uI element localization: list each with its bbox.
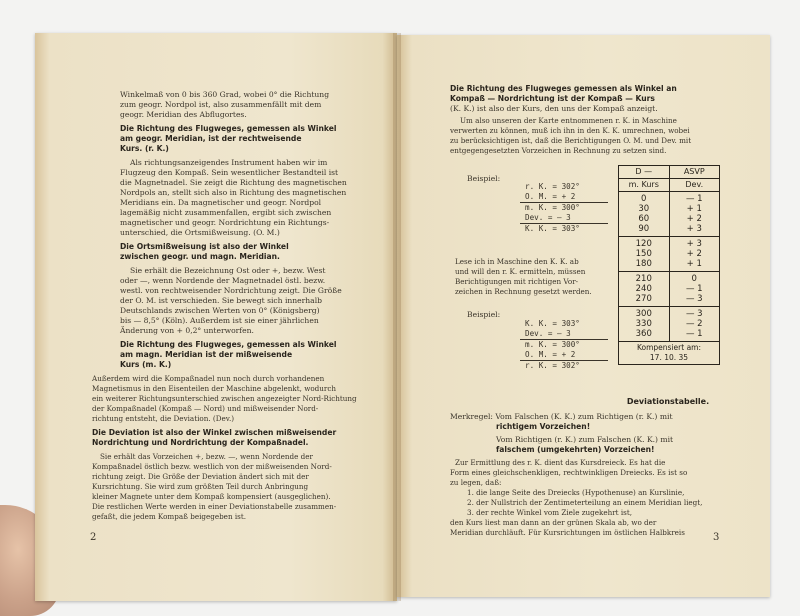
calc-row: K. K. = 303° bbox=[525, 319, 580, 328]
text-line: richtung zeigt. Die Größe der Deviation ändert sich mit der bbox=[92, 472, 309, 481]
text-line: geogr. Meridian des Abflugortes. bbox=[120, 110, 247, 119]
text-line-bold: Die Richtung des Flugweges gemessen als Winkel an bbox=[450, 84, 677, 93]
table-cell: 120 bbox=[635, 239, 652, 249]
text-line: zeichen in Rechnung gesetzt werden. bbox=[455, 287, 592, 296]
text-line: den Kurs liest man dann an der grünen Skala ab, wo der bbox=[450, 518, 657, 527]
text-line: zum geogr. Nordpol ist, also zusammenfällt mit dem bbox=[120, 100, 322, 109]
table-cell: 360 bbox=[635, 329, 652, 339]
deviation-table bbox=[618, 165, 720, 365]
table-cell: + 2 bbox=[686, 249, 702, 259]
text-line: entgegengesetzten Vorzeichen in Rechnung zu setzen sind. bbox=[450, 146, 667, 155]
table-cell: 0 bbox=[691, 274, 697, 284]
text-line: magnetischer und geogr. Nordrichtung ein Richtungs- bbox=[120, 218, 330, 227]
table-cell: 330 bbox=[635, 319, 652, 329]
calc-row: r. K. = 302° bbox=[525, 361, 580, 370]
text-line: der O. M. ist verschieden. Sie bewegt sich innerhalb bbox=[120, 296, 322, 305]
table-cell: 270 bbox=[635, 294, 652, 304]
text-line: Sie erhält die Bezeichnung Ost oder +, bezw. West bbox=[130, 266, 326, 275]
text-line: Um also unseren der Karte entnommenen r. K. in Maschine bbox=[460, 116, 677, 125]
text-line: unterschied, die Ortsmißweisung. (O. M.) bbox=[120, 228, 280, 237]
calc-row: Dev. = — 3 bbox=[525, 213, 571, 222]
text-line: Winkelmaß von 0 bis 360 Grad, wobei 0° die Richtung bbox=[120, 90, 330, 99]
text-line: und will den r. K. ermitteln, müssen bbox=[455, 267, 586, 276]
text-line: Zur Ermittlung des r. K. dient das Kursdreieck. Es hat die bbox=[455, 458, 666, 467]
table-cell: — 2 bbox=[685, 319, 703, 329]
text-line: lagemäßig nicht zusammenfallen, ergibt sich zwischen bbox=[120, 208, 332, 217]
table-cell: 150 bbox=[635, 249, 652, 259]
text-line: Flugzeug den Kompaß. Sein wesentlicher Bestandteil ist bbox=[120, 168, 339, 177]
text-line-bold: Kurs. (r. K.) bbox=[120, 144, 169, 153]
text-line: Berichtigungen mit richtigen Vor- bbox=[455, 277, 579, 286]
text-line: Kompaßnadel östlich bezw. westlich von der mißweisenden Nord- bbox=[92, 462, 332, 471]
table-cell: + 1 bbox=[686, 204, 702, 214]
text-line: 2. der Nullstrich der Zentimeterteilung an einem Meridian liegt, bbox=[467, 498, 703, 507]
text-line: oder —, wenn Nordende der Magnetnadel östl. bezw. bbox=[120, 276, 326, 285]
text-line: Deutschlands zwischen Werten von 0° (Königsberg) bbox=[120, 306, 320, 315]
text-line-bold: falschem (umgekehrten) Vorzeichen! bbox=[496, 445, 655, 454]
text-line: Außerdem wird die Kompaßnadel nun noch durch vorhandenen bbox=[92, 374, 325, 383]
text-line: Meridian durchläuft. Für Kursrichtungen im östlichen Halbkreis bbox=[450, 528, 685, 537]
text-line-bold: Die Ortsmißweisung ist also der Winkel bbox=[120, 242, 289, 251]
text-line: zu berücksichtigen ist, daß die Berichtigungen O. M. und Dev. mit bbox=[450, 136, 692, 145]
text-line-bold: am geogr. Meridian, ist der rechtweisende bbox=[120, 134, 302, 143]
text-line: Die restlichen Werte werden in einer Deviationstabelle zusammen- bbox=[92, 502, 337, 511]
example-label: Beispiel: bbox=[467, 174, 501, 183]
compensated-label: Kompensiert am: bbox=[636, 343, 701, 352]
table-header-cell: ASVP bbox=[683, 167, 705, 176]
text-line: Kursrichtung. Sie wird zum größten Teil durch Anbringung bbox=[92, 482, 309, 491]
table-cell: — 1 bbox=[685, 329, 703, 339]
text-line-bold: Die Richtung des Flugweges, gemessen als Winkel bbox=[120, 124, 337, 133]
text-line: Vom Richtigen (r. K.) zum Falschen (K. K.) mit bbox=[496, 435, 674, 444]
text-line: 3. der rechte Winkel vom Ziele zugekehrt ist, bbox=[467, 508, 633, 517]
table-caption: Deviationstabelle. bbox=[626, 397, 710, 406]
table-cell: — 1 bbox=[685, 284, 703, 294]
text-line: Als richtungsanzeigendes Instrument haben wir im bbox=[130, 158, 328, 167]
page-number-right: 3 bbox=[713, 532, 720, 543]
text-line: bis — 8,5° (Köln). Außerdem ist sie einer jährlichen bbox=[120, 316, 319, 325]
text-line-bold: Kurs (m. K.) bbox=[120, 360, 172, 369]
table-header-row bbox=[619, 166, 719, 179]
table-header-cell: D — bbox=[619, 166, 670, 178]
text-line-bold: Die Richtung des Flugweges, gemessen als Winkel bbox=[120, 340, 337, 349]
text-line-bold: Die Deviation ist also der Winkel zwischen mißweisender bbox=[92, 428, 337, 437]
calc-row: m. K. = 300° bbox=[525, 203, 580, 212]
text-line: die Magnetnadel. Sie zeigt die Richtung des magnetischen bbox=[120, 178, 347, 187]
table-row-group bbox=[619, 237, 719, 272]
table-row-group bbox=[619, 192, 719, 237]
table-cell: — 3 bbox=[685, 294, 703, 304]
text-line-bold: zwischen geogr. und magn. Meridian. bbox=[120, 252, 280, 261]
example-label: Beispiel: bbox=[467, 310, 501, 319]
table-cell: + 3 bbox=[686, 224, 702, 234]
calc-row: Dev. = — 3 bbox=[525, 329, 571, 338]
text-line: Sie erhält das Vorzeichen +, bezw. —, wenn Nordende der bbox=[100, 452, 313, 461]
text-line: verwerten zu können, muß ich ihn in den K. K. umrechnen, wobei bbox=[450, 126, 690, 135]
text-line: richtung entsteht, die Deviation. (Dev.) bbox=[92, 414, 235, 423]
table-cell: + 2 bbox=[686, 214, 702, 224]
table-row-group bbox=[619, 307, 719, 342]
table-row-group bbox=[619, 272, 719, 307]
text-line: zu legen, daß: bbox=[450, 478, 502, 487]
text-line: westl. von rechtweisender Nordrichtung zeigt. Die Größe bbox=[120, 286, 342, 295]
text-line: Form eines gleichschenkligen, rechtwinkligen Dreiecks. Es ist so bbox=[450, 468, 688, 477]
table-header-cell: Dev. bbox=[685, 180, 704, 189]
table-cell: 180 bbox=[635, 259, 652, 269]
table-footer bbox=[619, 342, 719, 364]
text-line-bold: Kompaß — Nordrichtung ist der Kompaß — Kurs bbox=[450, 94, 655, 103]
text-line-bold: richtigem Vorzeichen! bbox=[496, 422, 591, 431]
text-line: Lese ich in Maschine den K. K. ab bbox=[455, 257, 579, 266]
table-cell: 300 bbox=[635, 309, 652, 319]
calc-row: O. M. = + 2 bbox=[525, 350, 576, 359]
table-cell: 60 bbox=[638, 214, 650, 224]
text-line-bold: am magn. Meridian ist der mißweisende bbox=[120, 350, 293, 359]
table-cell: 90 bbox=[638, 224, 650, 234]
table-cell: 0 bbox=[641, 194, 647, 204]
table-cell: 30 bbox=[638, 204, 650, 214]
calc-row: O. M. = + 2 bbox=[525, 192, 576, 201]
table-cell: — 1 bbox=[685, 194, 703, 204]
table-header-cell: m. Kurs bbox=[619, 179, 670, 191]
text-line: Meridians ein. Da magnetischer und geogr. Nordpol bbox=[120, 198, 322, 207]
text-line: (K. K.) ist also der Kurs, den uns der Kompaß anzeigt. bbox=[450, 104, 658, 113]
text-line-bold: Nordrichtung und Nordrichtung der Kompaßnadel. bbox=[92, 438, 309, 447]
text-line: kleiner Magnete unter dem Kompaß kompensiert (ausgeglichen). bbox=[92, 492, 331, 501]
text-line: Änderung von + 0,2° unterworfen. bbox=[120, 326, 254, 335]
page-number-left: 2 bbox=[90, 532, 97, 543]
text-line: Nordpols an, stellt sich also in Richtung des magnetischen bbox=[120, 188, 347, 197]
text-line: 1. die lange Seite des Dreiecks (Hypothenuse) an Kurslinie, bbox=[467, 488, 685, 497]
compensated-date: 17. 10. 35 bbox=[649, 353, 689, 362]
text-line: gefaßt, die jedem Kompaß beigegeben ist. bbox=[92, 512, 247, 521]
text-line: ein weiterer Richtungsunterschied zwischen angezeigter Nord-Richtung bbox=[92, 394, 357, 403]
calc-row: m. K. = 300° bbox=[525, 340, 580, 349]
table-header-row bbox=[619, 179, 719, 192]
table-cell: — 3 bbox=[685, 309, 703, 319]
text-line: Merkregel: Vom Falschen (K. K.) zum Richtigen (r. K.) mit bbox=[450, 412, 673, 421]
table-cell: 240 bbox=[635, 284, 652, 294]
calc-row: r. K. = 302° bbox=[525, 182, 580, 191]
text-line: Magnetismus in den Eisenteilen der Maschine abgelenkt, wodurch bbox=[92, 384, 336, 393]
table-cell: + 1 bbox=[686, 259, 702, 269]
table-cell: + 3 bbox=[686, 239, 702, 249]
book-gutter bbox=[393, 33, 401, 601]
text-line: der Kompaßnadel (Kompaß — Nord) und mißweisender Nord- bbox=[92, 404, 319, 413]
calc-row: K. K. = 303° bbox=[525, 224, 580, 233]
table-cell: 210 bbox=[635, 274, 652, 284]
